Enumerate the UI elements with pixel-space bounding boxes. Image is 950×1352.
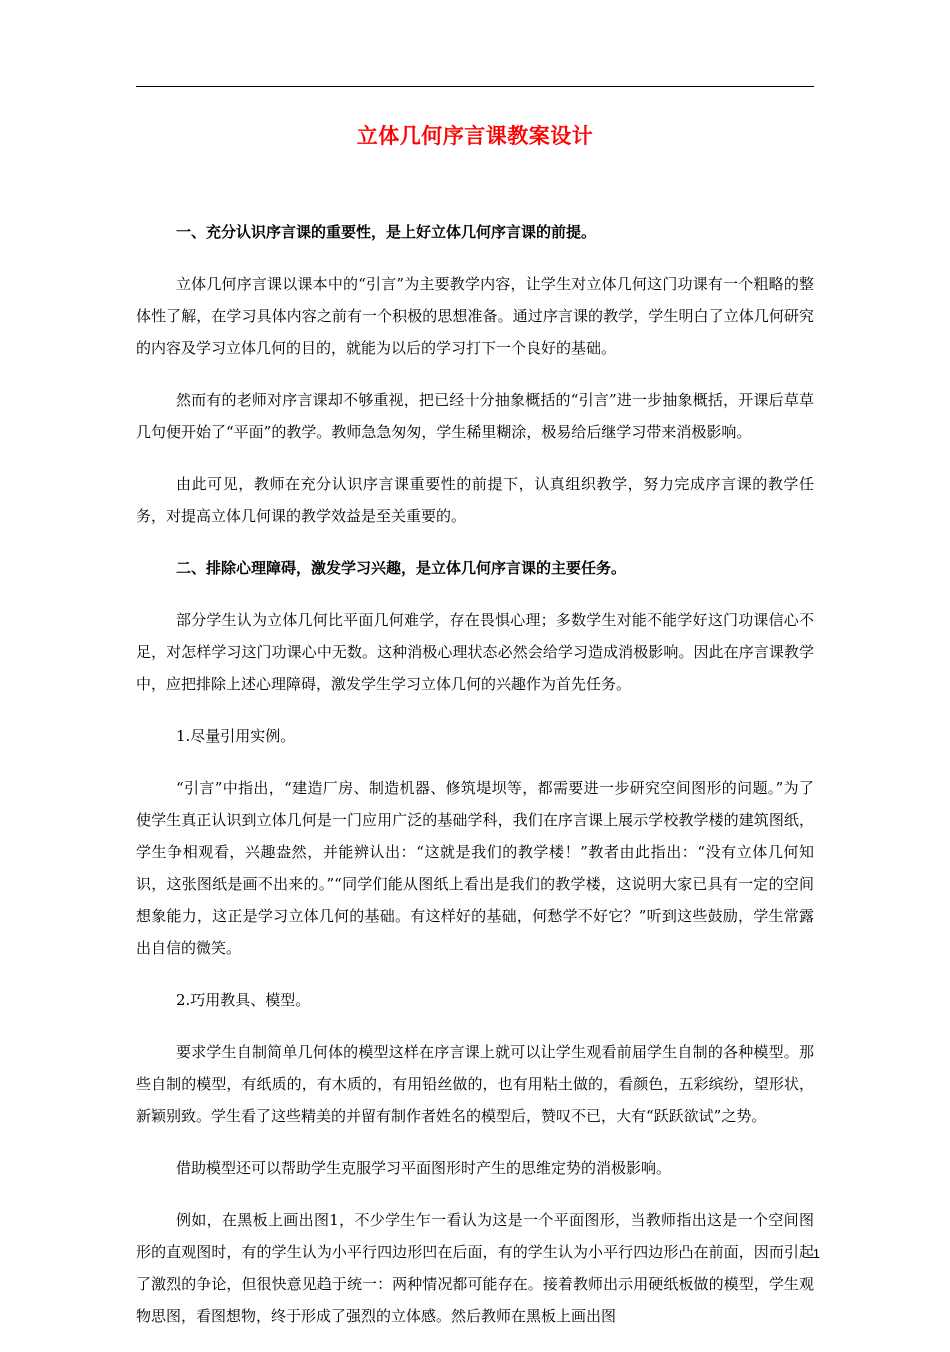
- paragraph: 借助模型还可以帮助学生克服学习平面图形时产生的思维定势的消极影响。: [176, 1159, 672, 1177]
- paragraph: 部分学生认为立体几何比平面几何难学，存在畏惧心理；多数学生对能不能学好这门功课信心不足，对怎样学习这门功课心中无数。这种消极心理状态必然会给学习造成消极影响。因此在序言课教学中，应把排除上述心理障碍，激发学生学习立体几何的兴趣作为首先任务。: [136, 611, 814, 693]
- document-body: [136, 216, 814, 1352]
- document-title: 立体几何序言课教案设计: [356, 123, 594, 148]
- page-number: 1: [812, 1246, 820, 1261]
- subheading-2: 2.巧用教具、模型。: [176, 991, 311, 1009]
- paragraph: 立体几何序言课以课本中的“引言”为主要教学内容，让学生对立体几何这门功课有一个粗略的整体性了解，在学习具体内容之前有一个积极的思想准备。通过序言课的教学，学生明白了立体几何研究的内容及学习立体几何的目的，就能为以后的学习打下一个良好的基础。: [136, 275, 814, 357]
- paragraph: 然而有的老师对序言课却不够重视，把已经十分抽象概括的“引言”进一步抽象概括，开课后草草几句便开始了“平面”的教学。教师急急匆匆，学生稀里糊涂，极易给后继学习带来消极影响。: [136, 391, 814, 441]
- section-heading-2: 二、排除心理障碍，激发学习兴趣，是立体几何序言课的主要任务。: [176, 559, 627, 577]
- paragraph: 要求学生自制简单几何体的模型这样在序言课上就可以让学生观看前届学生自制的各种模型。那些自制的模型，有纸质的，有木质的，有用铅丝做的，也有用粘土做的，看颜色，五彩缤纷，望形状，新颖别致。学生看了这些精美的并留有制作者姓名的模型后，赞叹不已，大有“跃跃欲试”之势。: [136, 1043, 814, 1125]
- paragraph: 例如，在黑板上画出图1，不少学生乍一看认为这是一个平面图形，当教师指出这是一个空间图形的直观图时，有的学生认为小平行四边形凹在后面，有的学生认为小平行四边形凸在前面，因而引起了激烈的争论，但很快意见趋于统一：两种情况都可能存在。接着教师出示用硬纸板做的模型，学生观物思图，看图想物，终于形成了强烈的立体感。然后教师在黑板上画出图: [136, 1211, 814, 1325]
- paragraph: 由此可见，教师在充分认识序言课重要性的前提下，认真组织教学，努力完成序言课的教学任务，对提高立体几何课的教学效益是至关重要的。: [136, 475, 814, 525]
- section-heading-1: 一、充分认识序言课的重要性，是上好立体几何序言课的前提。: [176, 223, 597, 241]
- header-rule: [136, 86, 814, 87]
- subheading-1: 1.尽量引用实例。: [176, 727, 296, 745]
- paragraph: “引言”中指出，“建造厂房、制造机器、修筑堤坝等，都需要进一步研究空间图形的问题。”为了使学生真正认识到立体几何是一门应用广泛的基础学科，我们在序言课上展示学校教学楼的建筑图纸，学生争相观看，兴趣盎然，并能辨认出：“这就是我们的教学楼！”教者由此指出：“没有立体几何知识，这张图纸是画不出来的。”“同学们能从图纸上看出是我们的教学楼，这说明大家已具有一定的空间想象能力，这正是学习立体几何的基础。有这样好的基础，何愁学不好它？”听到这些鼓励，学生常露出自信的微笑。: [136, 779, 814, 957]
